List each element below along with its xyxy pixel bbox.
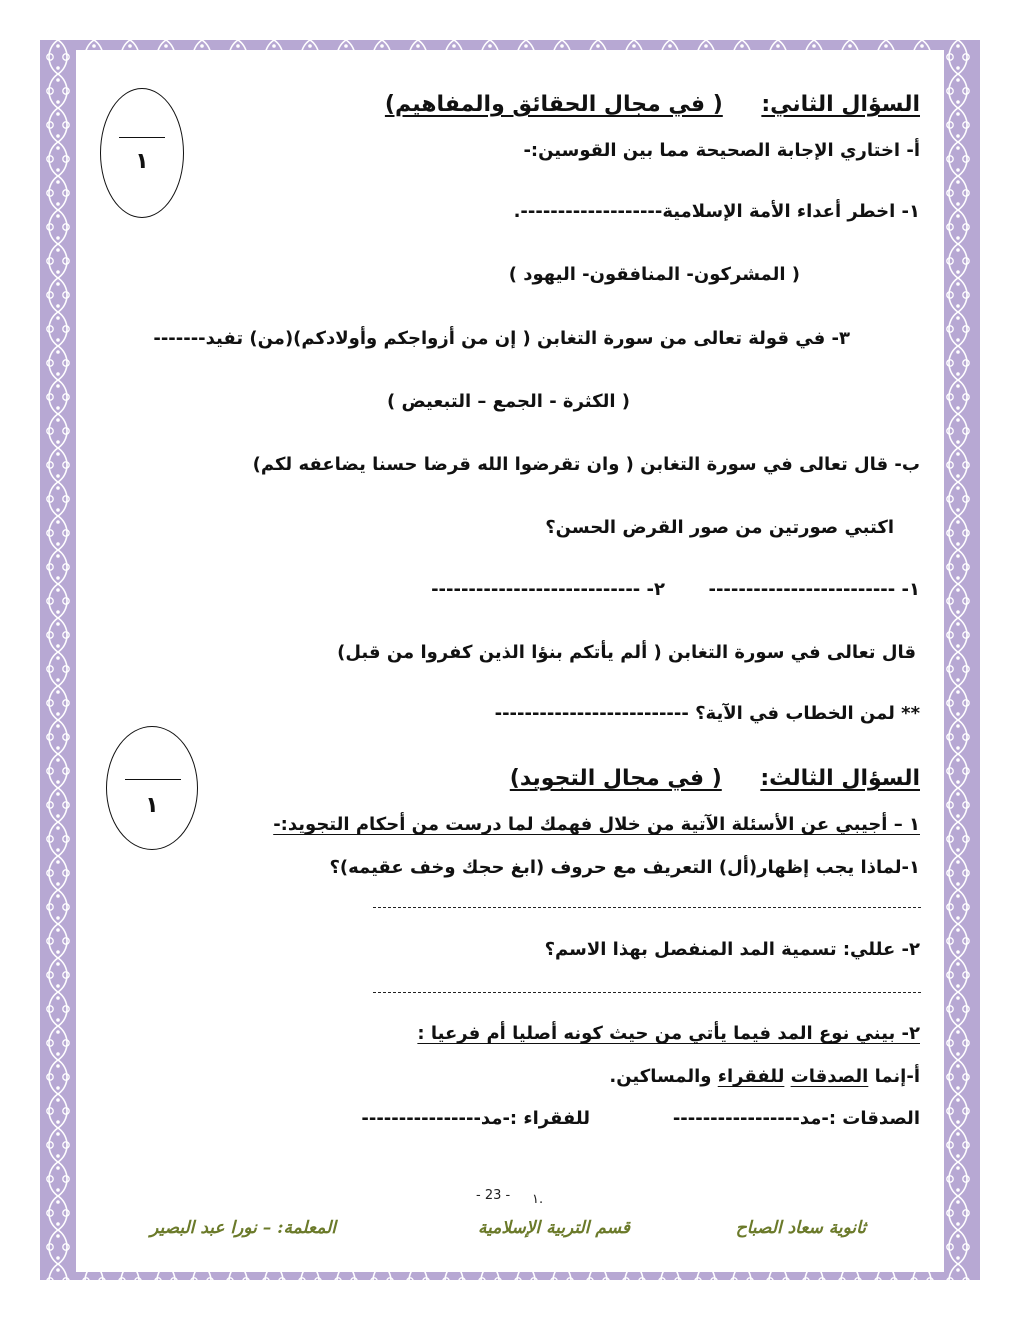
- q3-subtitle: ( في مجال التجويد): [509, 766, 722, 791]
- q3-heading: [510, 766, 920, 793]
- score-fraction-bar: [119, 137, 165, 138]
- q2-heading: [385, 92, 920, 119]
- score-fraction-bar: [125, 779, 181, 780]
- q3-instructions: ١ – أجيبي عن الأسئلة الآتية من خلال فهمك لما درست من أحكام التجويد:-: [273, 814, 920, 835]
- q2-item1: ١- اخطر أعداء الأمة الإسلامية-------------------.: [513, 201, 920, 222]
- q2-verse2: قال تعالى في سورة التغابن ( ألم يأتكم بنؤا الذين كفروا من قبل): [337, 642, 916, 663]
- footer-teacher: المعلمة: – نورا عبد البصير: [150, 1218, 336, 1238]
- q2-score-oval: [100, 88, 184, 218]
- q3-score-oval: [106, 726, 198, 850]
- verse-word-sadaqat: الصدقات: [790, 1066, 869, 1087]
- q3-instructions-2: ٢- بيني نوع المد فيما يأتي من حيث كونه أصليا أم فرعيا :: [417, 1023, 920, 1044]
- verse-word-fuqara: للفقراء: [717, 1066, 785, 1087]
- verse-suffix: والمساكين.: [609, 1066, 718, 1087]
- q3-fill2: للفقراء :-مد----------------: [361, 1108, 590, 1129]
- q3-score: ١: [145, 793, 159, 818]
- q2-item3-options: ( الكثرة - الجمع – التبعيض ): [386, 391, 630, 412]
- verse-prefix: أ-إنما: [868, 1066, 920, 1087]
- page-footnote: ١.: [532, 1192, 544, 1207]
- q2-verse2-question: ** لمن الخطاب في الآية؟ --------------------------: [494, 703, 920, 724]
- q3-fill1: الصدقات :-مد-----------------: [672, 1108, 920, 1129]
- page-number: - 23 -: [476, 1188, 511, 1203]
- q2-part-b: ب- قال تعالى في سورة التغابن ( وان تقرضوا الله قرضا حسنا يضاعفه لكم): [252, 454, 920, 475]
- q3-title: السؤال الثالث:: [760, 766, 920, 791]
- footer-school: ثانوية سعاد الصباح: [735, 1218, 866, 1238]
- q2-part-a: أ- اختاري الإجابة الصحيحة مما بين القوسين:-: [523, 140, 920, 161]
- answer-line: [373, 907, 921, 908]
- answer-line: [373, 992, 921, 993]
- q2-item3: ٣- في قولة تعالى من سورة التغابن ( إن من أزواجكم وأولادكم)(من) تفيد-------: [153, 328, 850, 349]
- q2-answer1: ١- -------------------------: [708, 579, 920, 600]
- q3-item2: ٢- عللي: تسمية المد المنفصل بهذا الاسم؟: [544, 939, 920, 960]
- q2-subtitle: ( في مجال الحقائق والمفاهيم): [384, 92, 723, 117]
- q3-item1: ١-لماذا يجب إظهار(أل) التعريف مع حروف (ابغ حجك وخف عقيمه)؟: [329, 857, 920, 878]
- q2-answer2: ٢- ----------------------------: [431, 579, 665, 600]
- q3-verse: [609, 1064, 920, 1090]
- q2-part-b-question: اكتبي صورتين من صور القرض الحسن؟: [545, 517, 894, 538]
- q2-item1-options: ( المشركون- المنافقون- اليهود ): [508, 264, 800, 285]
- q2-score: ١: [135, 149, 149, 174]
- q2-title: السؤال الثاني:: [761, 92, 920, 117]
- footer-department: قسم التربية الإسلامية: [478, 1218, 630, 1238]
